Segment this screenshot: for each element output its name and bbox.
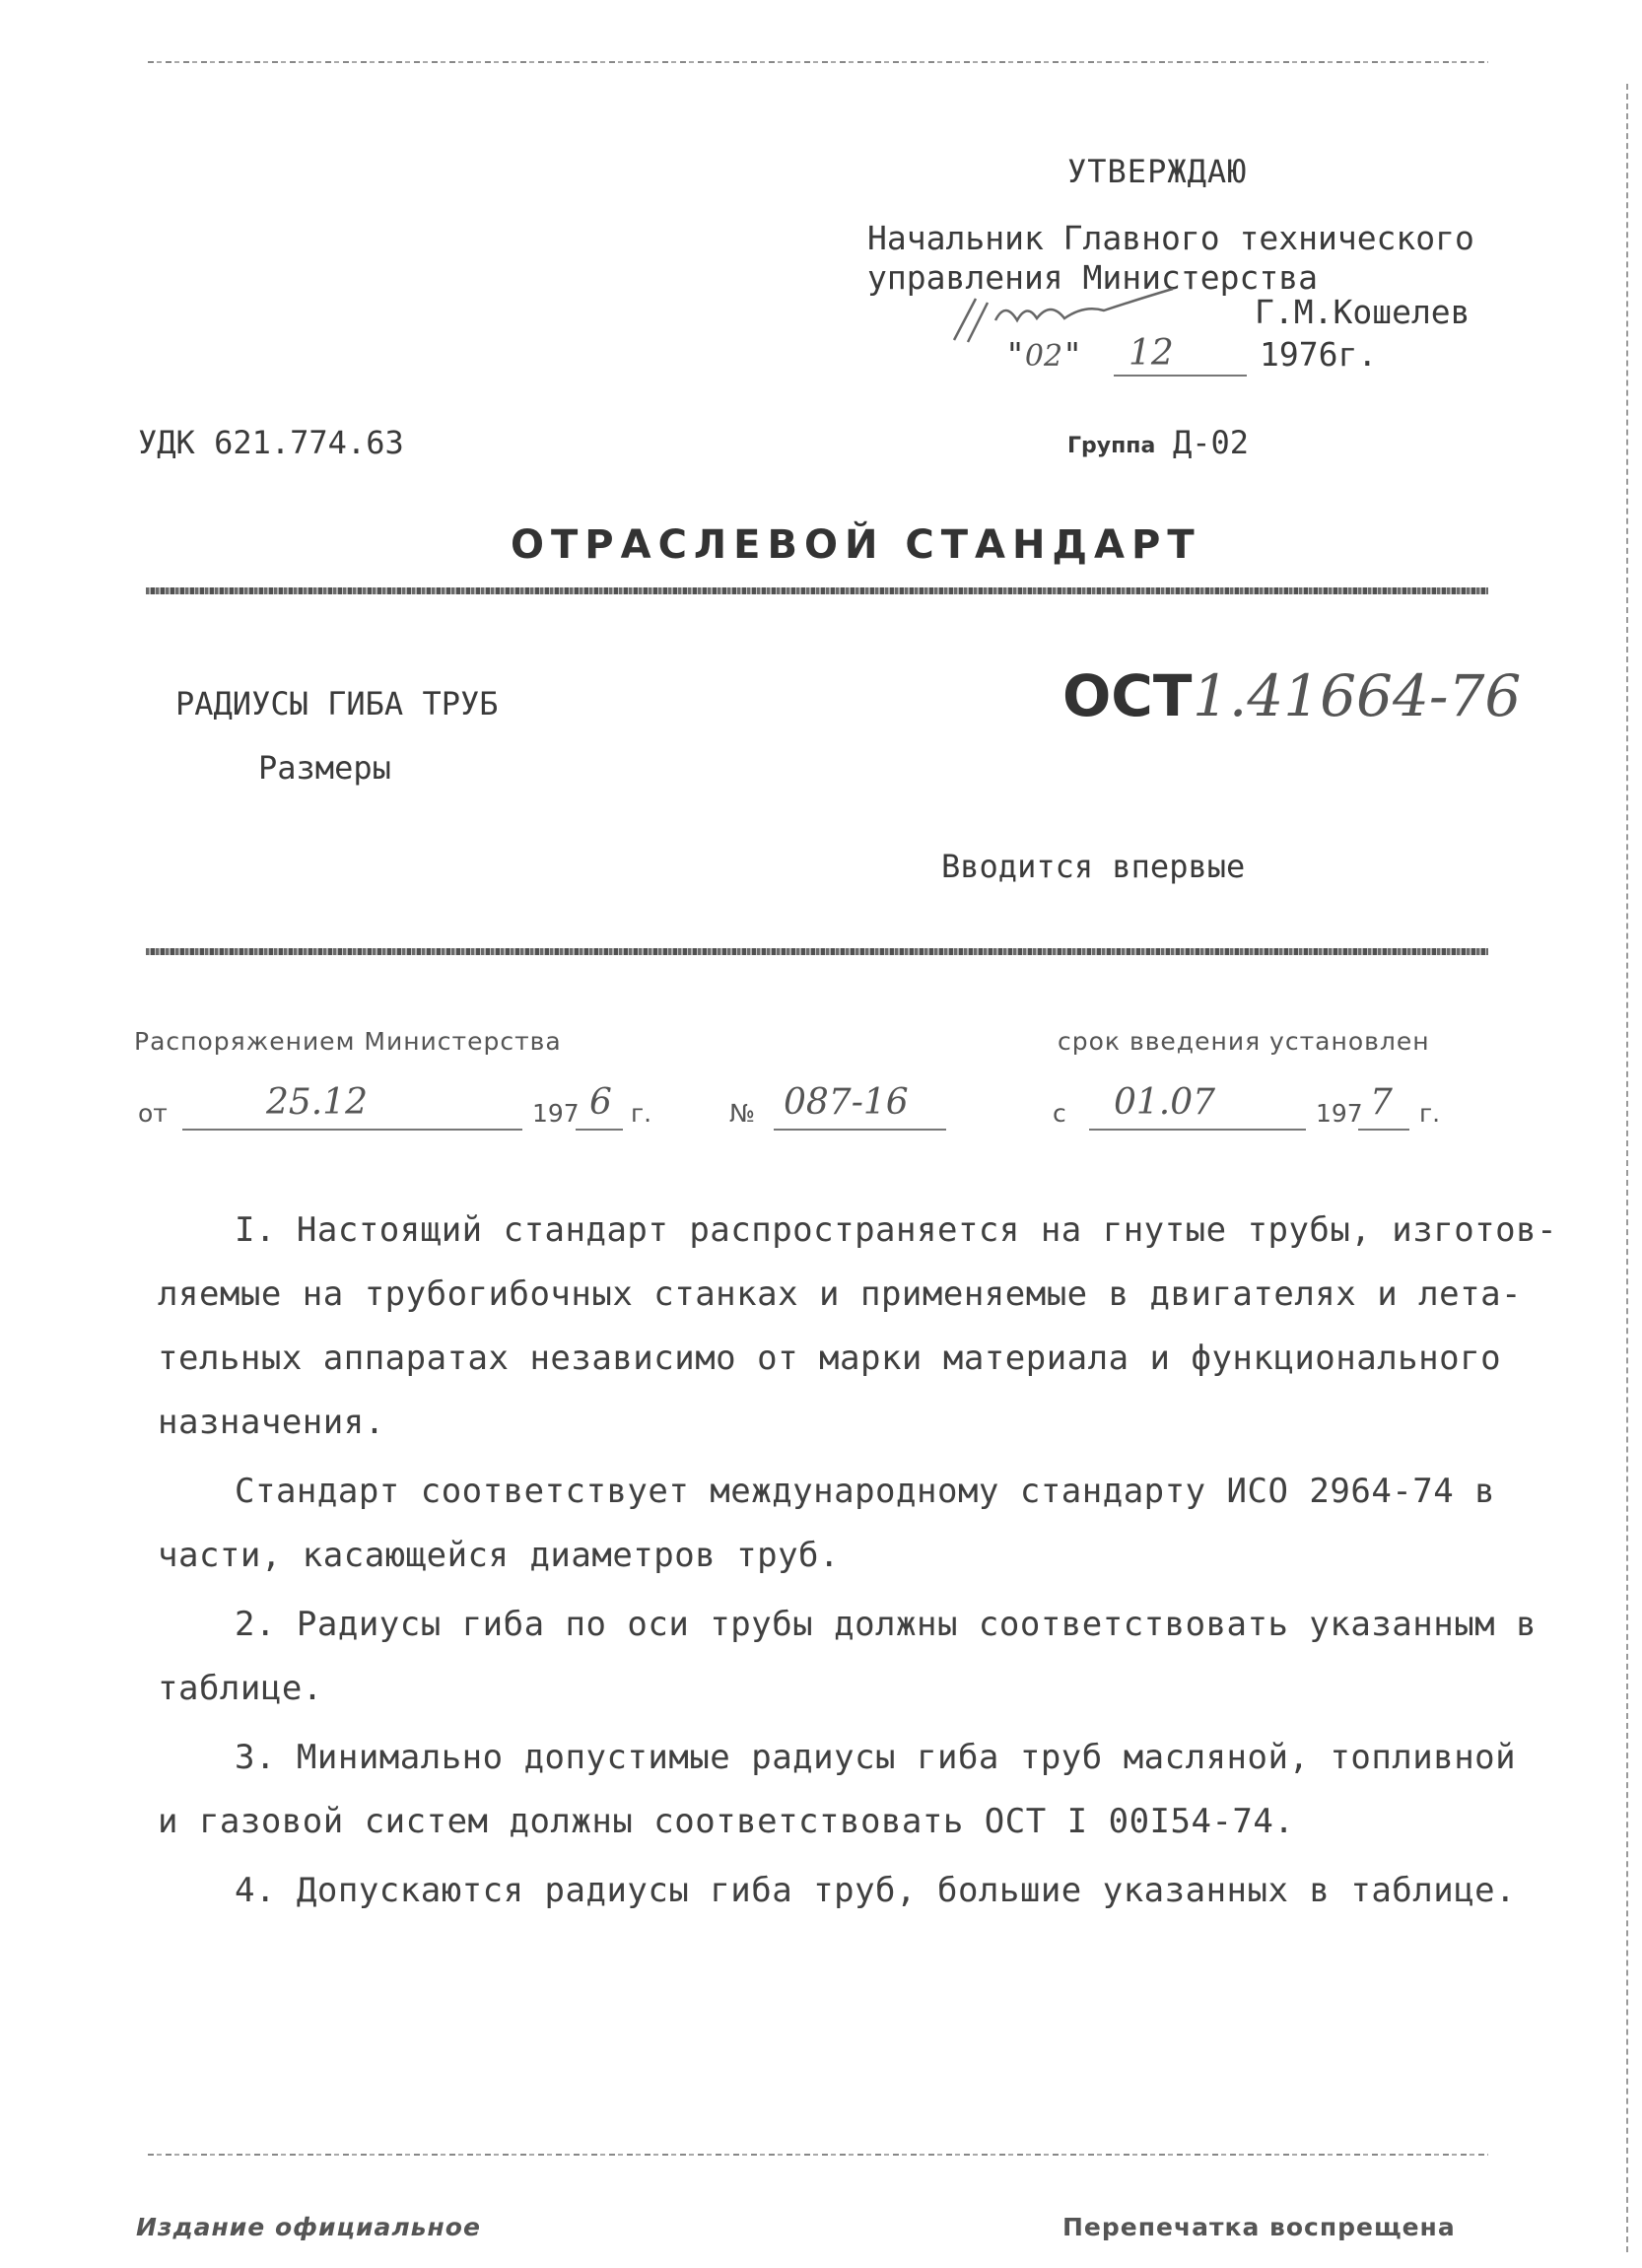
ost-prefix: ОСТ	[1062, 662, 1193, 729]
effective-year-suffix: г.	[1419, 1099, 1441, 1128]
footer-reprint-prohibited: Перепечатка воспрещена	[1062, 2213, 1456, 2241]
paragraph-1-line-3: тельных аппаратах независимо от марки материала и функционального	[158, 1339, 1502, 1378]
paragraph-1-line-1: I. Настоящий стандарт распространяется на гнутые трубы, изготов-	[235, 1210, 1558, 1250]
approval-heading: УТВЕРЖДАЮ	[1067, 153, 1248, 190]
approval-date	[1005, 335, 1082, 374]
approval-position-line1: Начальник Главного технического	[867, 219, 1474, 257]
approval-name: Г.М.Кошелев	[1255, 293, 1471, 331]
order-year-prefix: 197	[532, 1099, 580, 1128]
title-sub: Размеры	[258, 749, 391, 787]
order-label: Распоряжением Министерства	[134, 1027, 562, 1056]
group-value: Д-02	[1173, 424, 1250, 461]
effective-year-prefix: 197	[1316, 1099, 1363, 1128]
paragraph-2-line-2: таблице.	[158, 1669, 323, 1708]
effective-date: 01.07	[1114, 1082, 1216, 1123]
group-label: Группа	[1067, 434, 1156, 458]
order-year-digit: 6	[589, 1082, 612, 1123]
order-number-underline	[774, 1129, 946, 1131]
approval-date-day: 02	[1024, 339, 1063, 374]
paragraph-1-line-4: назначения.	[158, 1403, 385, 1442]
effective-label: срок введения установлен	[1058, 1027, 1430, 1056]
approval-position-line2: управления Министерства	[867, 258, 1318, 297]
order-number: 087-16	[784, 1082, 909, 1123]
paragraph-1b-line-2: части, касающейся диаметров труб.	[158, 1536, 841, 1575]
paragraph-3-line-1: 3. Минимально допустимые радиусы гиба труб масляной, топливной	[235, 1738, 1517, 1777]
paragraph-1b-line-1: Стандарт соответствует международному стандарту ИСО 2964-74 в	[235, 1472, 1496, 1511]
order-from-label: от	[138, 1099, 168, 1128]
approval-date-year: 1976г.	[1260, 335, 1378, 374]
order-date-underline	[182, 1129, 522, 1131]
paragraph-1-line-2: ляемые на трубогибочных станках и применяемые в двигателях и лета-	[158, 1274, 1523, 1314]
paragraph-2-line-1: 2. Радиусы гиба по оси трубы должны соответствовать указанным в	[235, 1605, 1538, 1644]
effective-date-underline	[1089, 1129, 1306, 1131]
header-rule-top	[146, 587, 1488, 594]
order-year-underline	[576, 1129, 623, 1131]
approval-date-month: 12	[1129, 333, 1174, 374]
document-type-heading: ОТРАСЛЕВОЙ СТАНДАРТ	[511, 522, 1201, 568]
effective-year-digit: 7	[1370, 1082, 1393, 1123]
header-rule-bottom	[146, 948, 1488, 955]
ost-number: 1.41664-76	[1193, 662, 1522, 729]
approval-date-quote-close: "	[1062, 335, 1082, 374]
effective-from-label: с	[1053, 1099, 1066, 1128]
approval-date-month-underline	[1114, 375, 1247, 377]
footer-official-edition: Издание официальное	[136, 2213, 481, 2241]
order-date: 25.12	[266, 1082, 369, 1123]
order-number-label: №	[729, 1099, 756, 1128]
paragraph-3-line-2: и газовой систем должны соответствовать ОСТ I 00I54-74.	[158, 1802, 1295, 1841]
introduced-note: Вводится впервые	[941, 848, 1246, 885]
top-scan-line	[148, 61, 1488, 63]
effective-year-underline	[1358, 1129, 1409, 1131]
footer-rule	[148, 2154, 1488, 2156]
right-edge-border	[1623, 84, 1628, 2252]
title-main: РАДИУСЫ ГИБА ТРУБ	[175, 685, 499, 722]
approval-signature	[946, 281, 1242, 350]
paragraph-4-line-1: 4. Допускаются радиусы гиба труб, большие указанных в таблице.	[235, 1871, 1517, 1910]
udk-code: УДК 621.774.63	[138, 424, 404, 461]
approval-date-quote-open: "	[1005, 335, 1025, 374]
order-year-suffix: г.	[631, 1099, 652, 1128]
